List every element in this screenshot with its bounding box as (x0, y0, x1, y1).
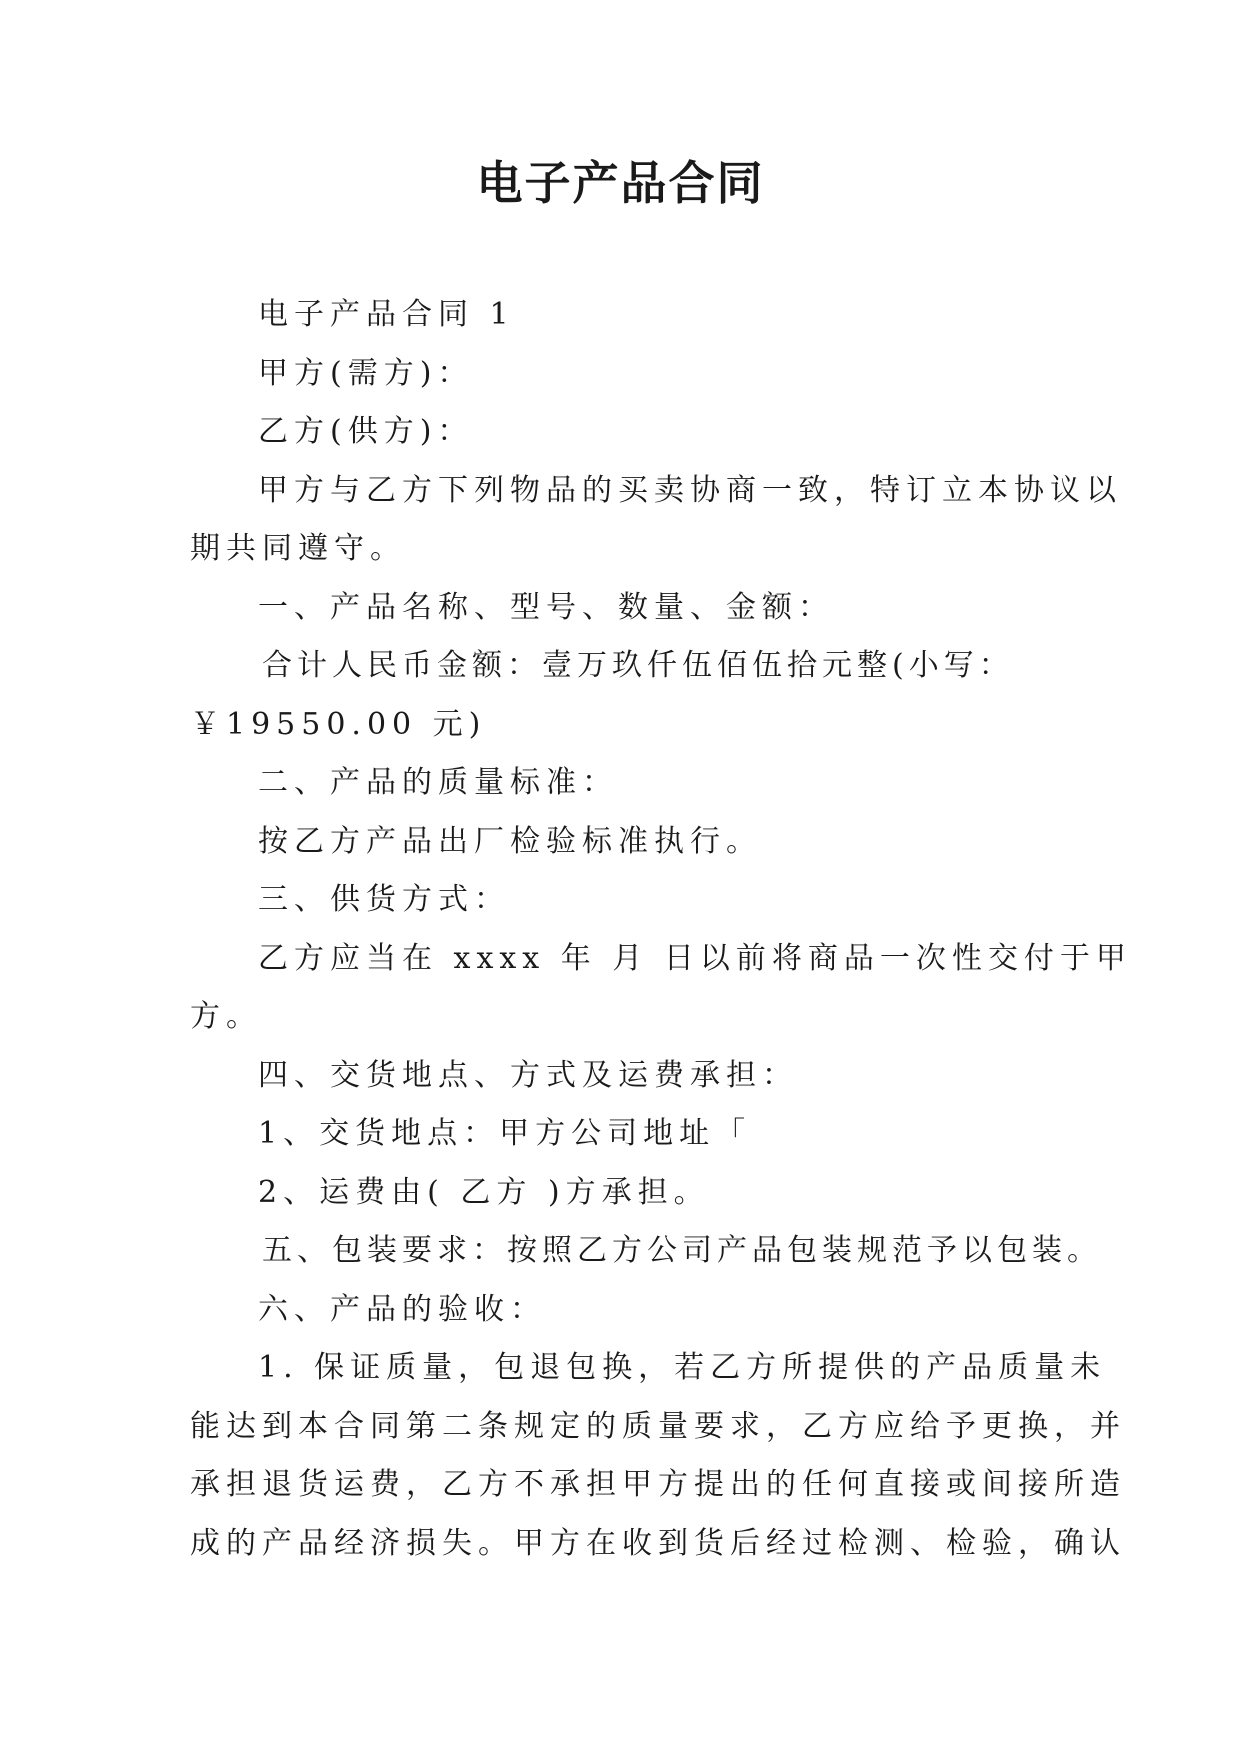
freight-line: 2、运费由( 乙方 )方承担。 (258, 1174, 710, 1210)
total-amount-line-2: ￥19550.00 元) (190, 706, 487, 742)
party-b-line: 乙方(供方)： (258, 414, 474, 449)
section-1-heading: 一、产品名称、型号、数量、金额： (258, 589, 834, 625)
supply-text-line-1: 乙方应当在 xxxx 年 月 日以前将商品一次性交付于甲 (258, 940, 1132, 976)
section-3-heading: 三、供货方式： (258, 882, 510, 917)
section-5-packaging: 五、包装要求：按照乙方公司产品包装规范予以包装。 (262, 1233, 1102, 1268)
acceptance-line-2: 能达到本合同第二条规定的质量要求，乙方应给予更换，并 (190, 1408, 1126, 1444)
section-2-heading: 二、产品的质量标准： (258, 765, 618, 800)
section-6-heading: 六、产品的验收： (258, 1291, 546, 1327)
preamble-line-2: 期共同遵守。 (190, 531, 406, 566)
quality-standard-text: 按乙方产品出厂检验标准执行。 (258, 823, 762, 859)
acceptance-line-1: 1. 保证质量，包退包换，若乙方所提供的产品质量未 (258, 1350, 1107, 1385)
supply-text-line-2: 方。 (190, 999, 262, 1034)
acceptance-line-3: 承担退货运费，乙方不承担甲方提出的任何直接或间接所造 (190, 1467, 1126, 1502)
contract-subtitle: 电子产品合同 1 (258, 297, 515, 332)
document-title: 电子产品合同 (476, 156, 765, 210)
document-body (190, 286, 1132, 1573)
section-4-heading: 四、交货地点、方式及运费承担： (258, 1057, 798, 1093)
total-amount-line-1: 合计人民币金额：壹万玖仟伍佰伍拾元整(小写： (262, 648, 1014, 683)
party-a-line: 甲方(需方)： (258, 355, 474, 391)
delivery-location-line: 1、交货地点：甲方公司地址「 (258, 1116, 752, 1151)
acceptance-line-4: 成的产品经济损失。甲方在收到货后经过检测、检验，确认 (190, 1525, 1126, 1561)
preamble-line-1: 甲方与乙方下列物品的买卖协商一致，特订立本协议以 (258, 472, 1122, 508)
